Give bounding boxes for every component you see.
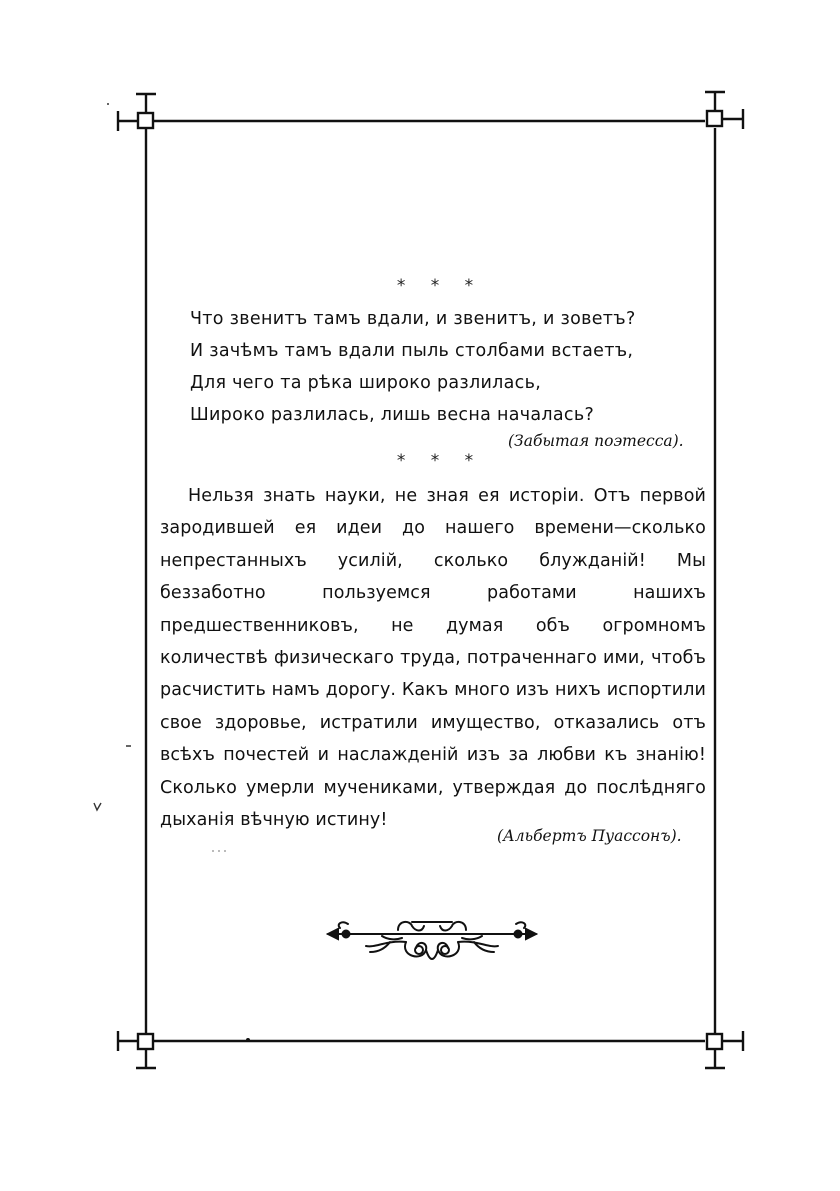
corner-cross-bottom-right [705, 1031, 743, 1068]
poem [190, 303, 690, 431]
corner-cross-bottom-left [118, 1031, 156, 1068]
poem-line: Что звенитъ тамъ вдали, и звенитъ, и зоветъ? [190, 309, 636, 329]
corner-cross-top-left [118, 94, 156, 131]
poem-line: И зачѣмъ тамъ вдали пыль столбами встаетъ, [190, 341, 634, 361]
corner-cross-top-right [705, 92, 743, 129]
poem-line: Для чего та рѣка широко разлилась, [190, 373, 542, 393]
prose-attribution: (Альбертъ Пуассонъ). [497, 827, 682, 845]
section-mark-top: * * * [396, 276, 484, 296]
poem-attribution: (Забытая поэтесса). [508, 432, 684, 450]
poem-line: Широко разлилась, лишь весна началась? [190, 405, 595, 425]
scroll-ornament-icon [326, 912, 538, 970]
section-mark-middle: * * * [396, 451, 484, 471]
prose-paragraph: Нельзя знать науки, не зная ея исторіи. Отъ первой зародившей ея идеи до нашего времени—сколько непрестанныхъ усилій, сколько блужданій! Мы беззаботно пользуемся работами нашихъ предшественниковъ, не думая объ огромномъ количествѣ физическаго труда, потраченнаго ими, чтобъ расчистить намъ дорогу. Какъ много изъ нихъ испортили свое здоровье, истратили имущество, отказались отъ всѣхъ почестей и наслажденій изъ за любви къ знанію! Сколько умерли мучениками, утверждая до послѣдняго дыханія вѣчную истину! [160, 486, 706, 831]
